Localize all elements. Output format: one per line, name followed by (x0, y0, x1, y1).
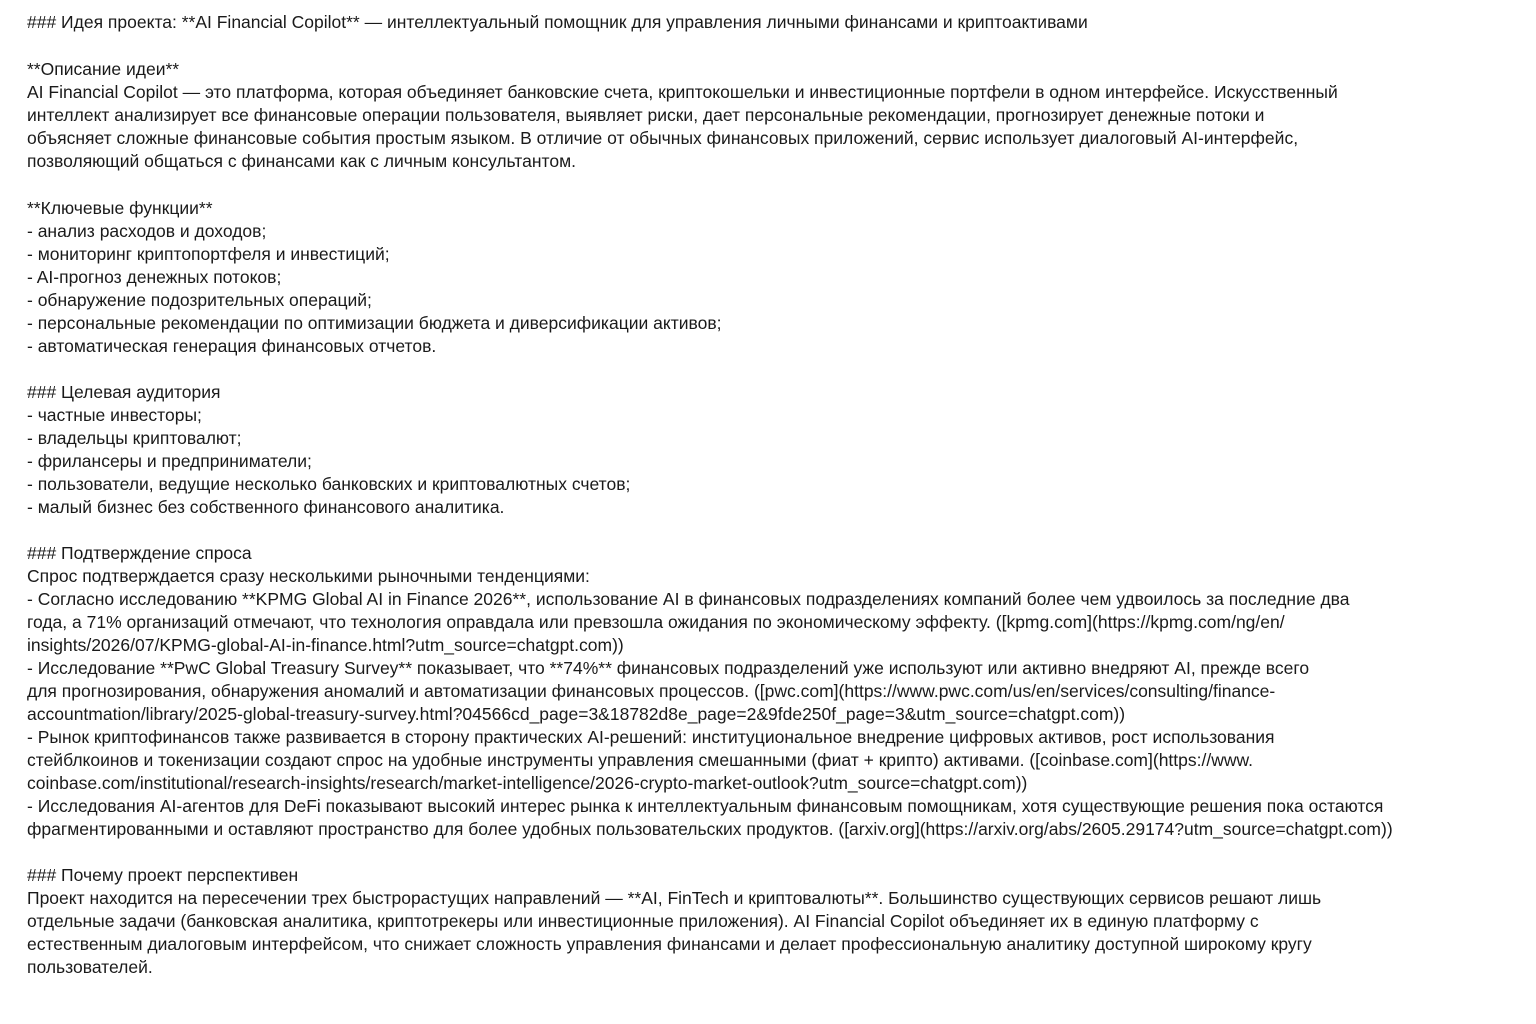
paragraph-spacer (27, 34, 1517, 58)
feature-item: - персональные рекомендации по оптимизации бюджета и диверсификации активов; (27, 313, 722, 333)
paragraph-spacer (27, 173, 1517, 197)
feature-item: - AI-прогноз денежных потоков; (27, 267, 282, 287)
features-heading: **Ключевые функции** (27, 198, 213, 218)
demand-line: - Исследования AI-агентов для DeFi показывают высокий интерес рынка к интеллектуальным финансовым помощникам, хотя существующие решения пока остаются (27, 796, 1384, 816)
demand-line: фрагментированными и оставляют пространство для более удобных пользовательских продуктов. ([arxiv.org](https://arxiv.org/abs/2605.29174?utm_source=chatgpt.com)) (27, 819, 1393, 839)
demand-line: accountmation/library/2025-global-treasury-survey.html?04566cd_page=3&18782d8e_page=2&9fde250f_page=3&utm_source=chatgpt.com)) (27, 704, 1126, 724)
audience-heading: ### Целевая аудитория (27, 382, 221, 402)
demand-line: для прогнозирования, обнаружения аномалий и автоматизации финансовых процессов. ([pwc.com](https://www.pwc.com/us/en/services/consulting/finance- (27, 681, 1276, 701)
demand-line: coinbase.com/institutional/research-insights/research/market-intelligence/2026-crypto-market-outlook?utm_source=chatgpt.com)) (27, 773, 1028, 793)
feature-item: - автоматическая генерация финансовых отчетов. (27, 336, 437, 356)
audience-item: - малый бизнес без собственного финансового аналитика. (27, 497, 505, 517)
audience-item: - владельцы криптовалют; (27, 428, 242, 448)
document-body (27, 11, 1517, 979)
audience-item: - частные инвесторы; (27, 405, 202, 425)
prospects-line: естественным диалоговым интерфейсом, что снижает сложность управления финансами и делает профессиональную аналитику доступной широкому кругу (27, 934, 1312, 954)
feature-item: - обнаружение подозрительных операций; (27, 290, 372, 310)
description-heading: **Описание идеи** (27, 59, 180, 79)
demand-line: стейблкоинов и токенизации создают спрос на удобные инструменты управления смешанными (фиат + крипто) активами. ([coinbase.com](https://www. (27, 750, 1254, 770)
demand-line: - Согласно исследованию **KPMG Global AI in Finance 2026**, использование AI в финансовых подразделениях компаний более чем удвоилось за последние два (27, 589, 1350, 609)
prospects-line: пользователей. (27, 957, 153, 977)
prospects-heading: ### Почему проект перспективен (27, 865, 299, 885)
description-line: объясняет сложные финансовые события простым языком. В отличие от обычных финансовых приложений, сервис использует диалоговый AI-интерфейс, (27, 128, 1299, 148)
description-line: AI Financial Copilot — это платформа, которая объединяет банковские счета, криптокошельки и инвестиционные портфели в одном интерфейсе. Искусственный (27, 82, 1338, 102)
paragraph-spacer (27, 358, 1517, 381)
demand-heading: ### Подтверждение спроса (27, 543, 252, 563)
feature-item: - анализ расходов и доходов; (27, 221, 267, 241)
feature-item: - мониторинг криптопортфеля и инвестиций; (27, 244, 390, 264)
paragraph-spacer (27, 841, 1517, 864)
audience-item: - фрилансеры и предприниматели; (27, 451, 312, 471)
demand-line: - Рынок криптофинансов также развивается в сторону практических AI-решений: институциональное внедрение цифровых активов, рост использования (27, 727, 1275, 747)
audience-item: - пользователи, ведущие несколько банковских и криптовалютных счетов; (27, 474, 631, 494)
description-line: интеллект анализирует все финансовые операции пользователя, выявляет риски, дает персональные рекомендации, прогнозирует денежные потоки и (27, 105, 1265, 125)
paragraph-spacer (27, 519, 1517, 542)
demand-line: - Исследование **PwC Global Treasury Survey** показывает, что **74%** финансовых подразделений уже используют или активно внедряют AI, прежде всего (27, 658, 1310, 678)
demand-line: Спрос подтверждается сразу несколькими рыночными тенденциями: (27, 566, 590, 586)
demand-line: insights/2026/07/KPMG-global-AI-in-finance.html?utm_source=chatgpt.com)) (27, 635, 624, 655)
prospects-line: Проект находится на пересечении трех быстрорастущих направлений — **AI, FinTech и криптовалюты**. Большинство существующих сервисов решают лишь (27, 888, 1322, 908)
prospects-line: отдельные задачи (банковская аналитика, криптотрекеры или инвестиционные приложения). AI Financial Copilot объединяет их в единую платформу с (27, 911, 1259, 931)
demand-line: года, а 71% организаций отмечают, что технология оправдала или превзошла ожидания по экономическому эффекту. ([kpmg.com](https://kpmg.com/ng/en/ (27, 612, 1285, 632)
document-title: ### Идея проекта: **AI Financial Copilot** — интеллектуальный помощник для управления личными финансами и криптоактивами (27, 12, 1088, 32)
description-line: позволяющий общаться с финансами как с личным консультантом. (27, 151, 576, 171)
